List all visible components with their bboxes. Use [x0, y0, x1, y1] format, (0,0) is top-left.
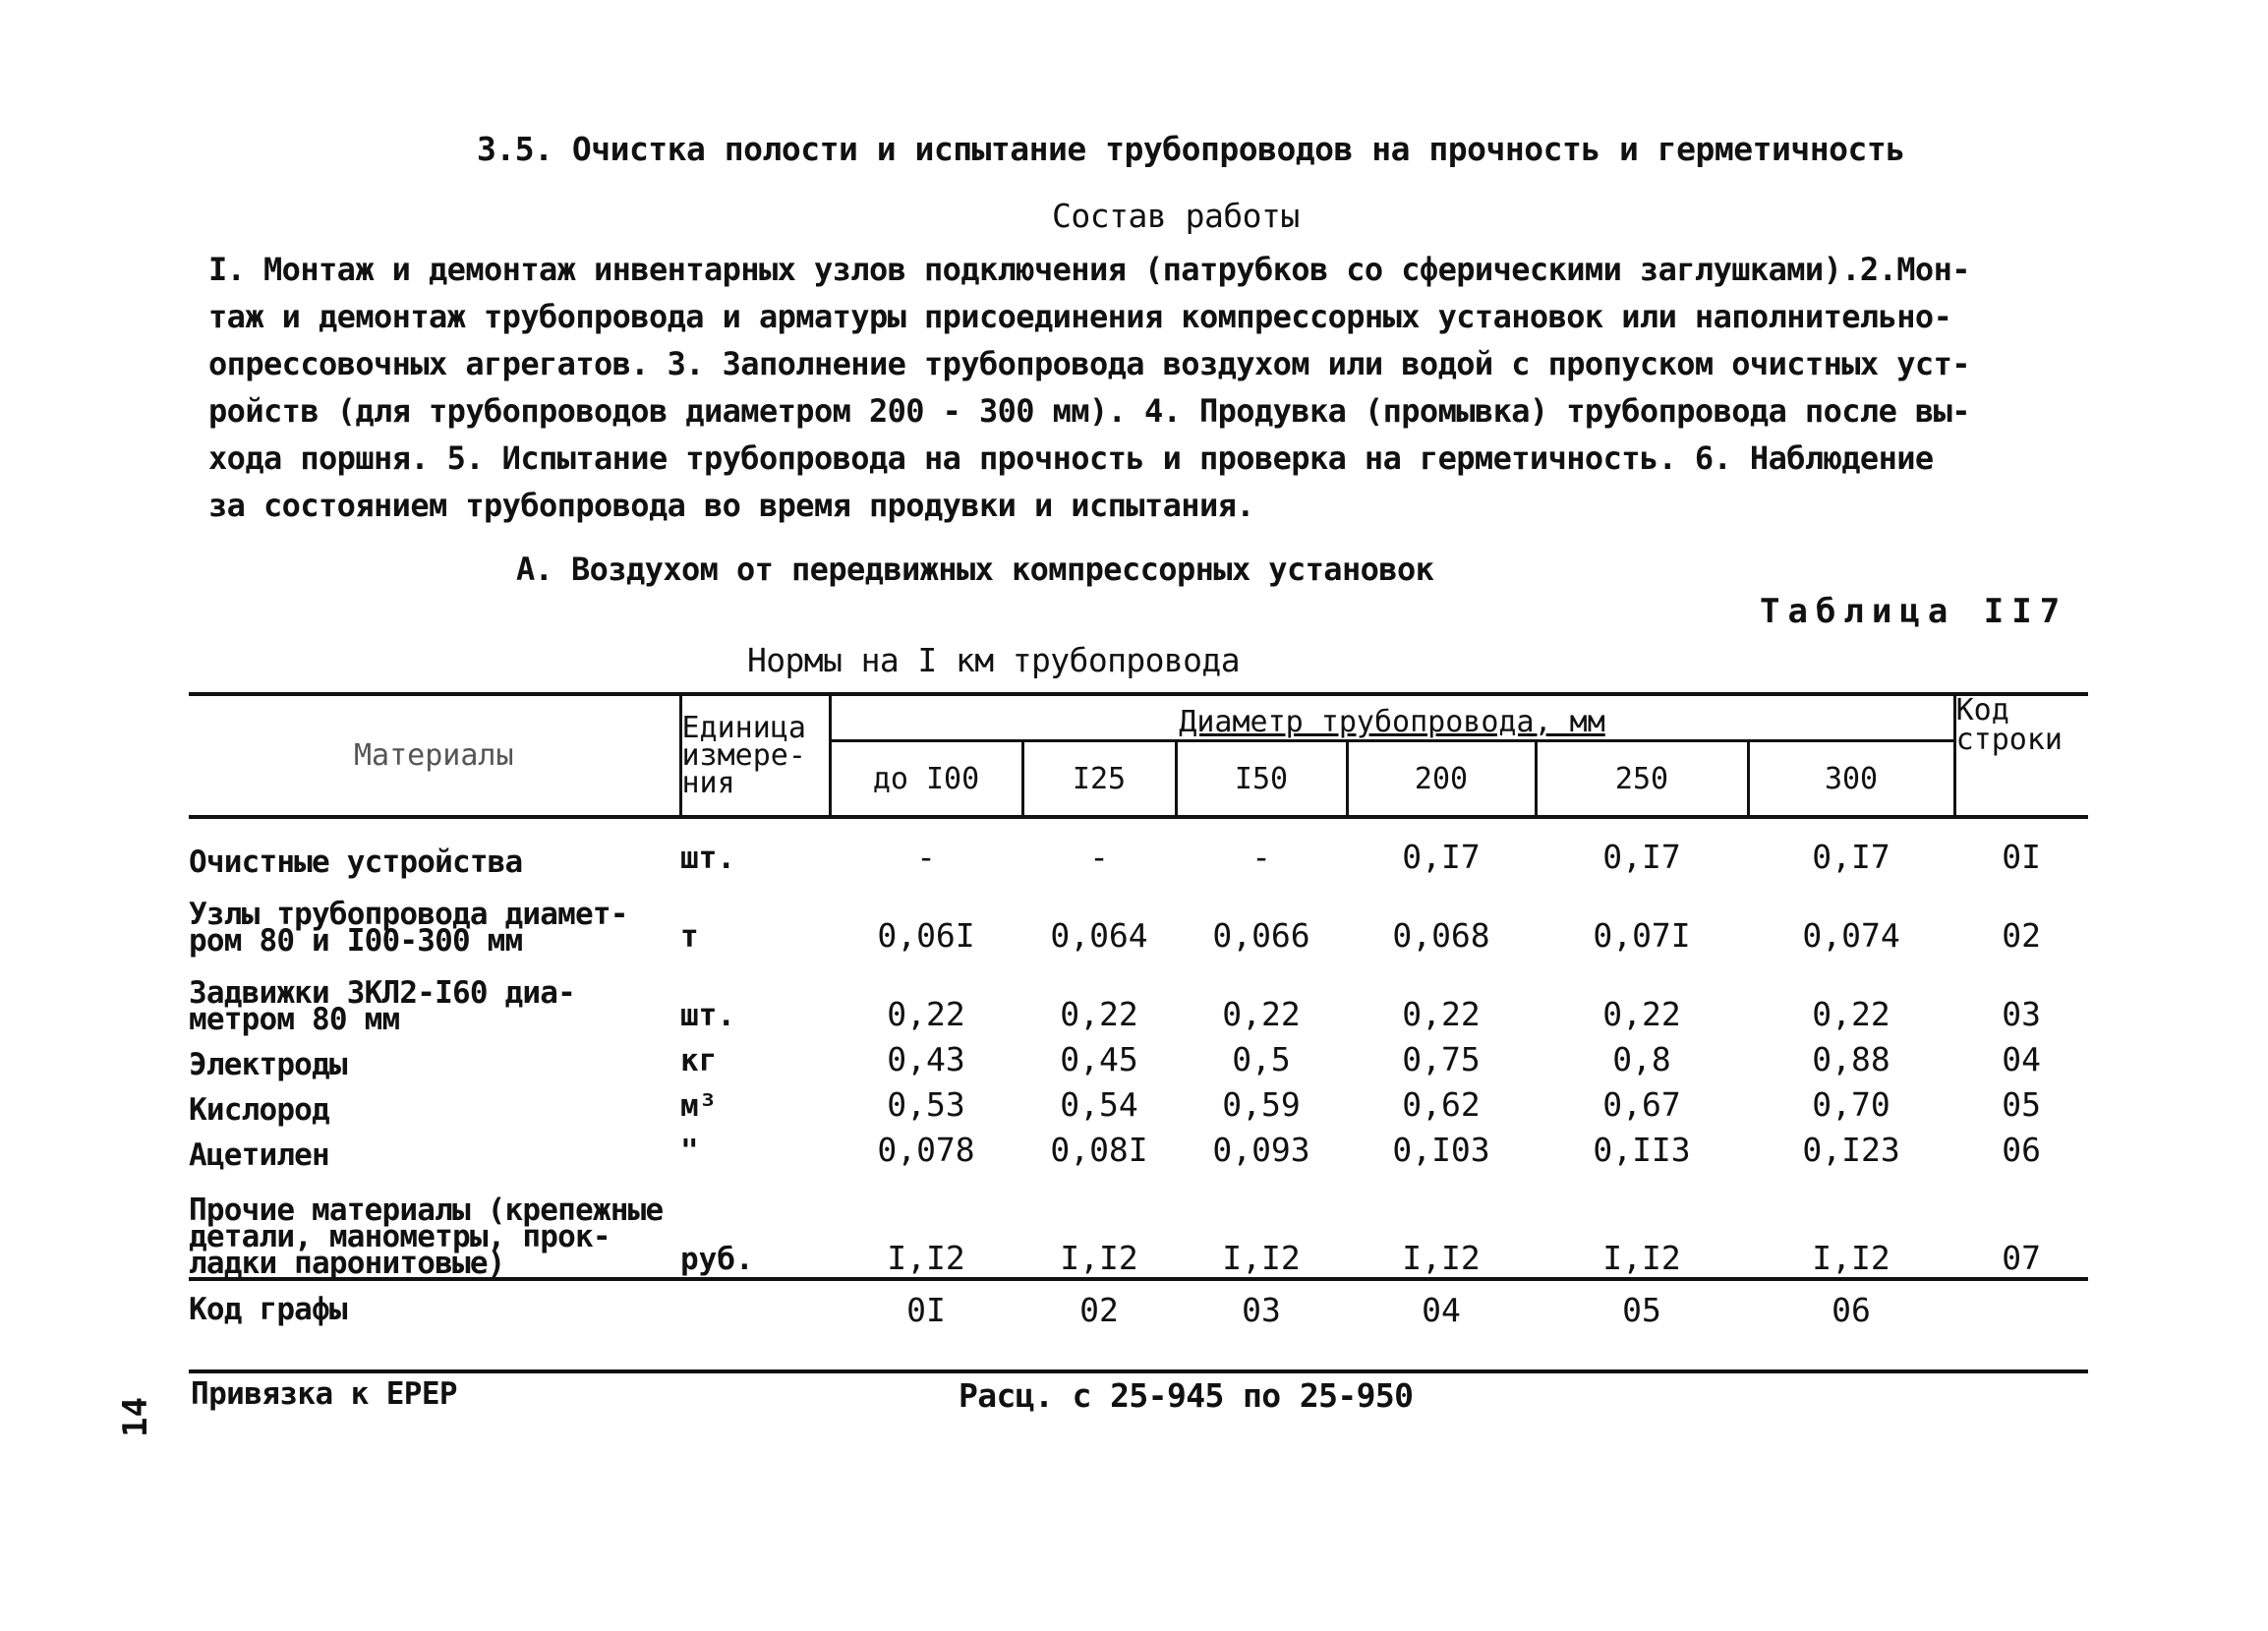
value-cell: 0,064 — [1050, 916, 1148, 955]
table-row — [189, 819, 2088, 876]
value-cell: 0,078 — [877, 1131, 975, 1169]
value-cell: 0,068 — [1392, 916, 1490, 955]
value-cell: 0,08I — [1050, 1131, 1148, 1169]
section-a-title: А. Воздухом от передвижных компрессорных установок — [516, 551, 1434, 588]
value-cell: - — [1089, 838, 1109, 876]
table-bottom-rule — [189, 1369, 2088, 1373]
table-row — [189, 1169, 2088, 1279]
paragraph-line: опрессовочных агрегатов. 3. Заполнение трубопровода воздухом или водой с пропуском очистных уст- — [208, 345, 1970, 382]
value-cell: 0,88 — [1812, 1040, 1890, 1078]
value-cell: 0,066 — [1212, 916, 1310, 955]
paragraph-line: хода поршня. 5. Испытание трубопровода на прочность и проверка на герметичность. 6. Наблюдение — [208, 439, 1934, 477]
value-cell: 0,5 — [1232, 1040, 1291, 1078]
value-cell: 0,I23 — [1802, 1131, 1900, 1169]
table-row — [189, 1033, 2088, 1078]
value-cell: 0,074 — [1802, 916, 1900, 955]
material-line: Узлы трубопровода диамет- — [189, 897, 628, 932]
section-heading: 3.5. Очистка полости и испытание трубопроводов на прочность и герметичность — [477, 130, 1905, 168]
diameter-col-header: 300 — [1748, 741, 1954, 818]
row-code-header — [1954, 694, 2088, 817]
row-code-cell: 0I — [2002, 838, 2041, 876]
material-line: ром 80 и I00-300 мм — [189, 923, 523, 959]
column-code: 03 — [1242, 1290, 1281, 1329]
value-cell: 0,I7 — [1602, 838, 1681, 876]
material-line: Задвижки ЗКЛ2-I60 диа- — [189, 975, 575, 1011]
column-codes-label: Код графы — [189, 1291, 347, 1327]
value-cell: 0,8 — [1612, 1040, 1671, 1078]
material-cell — [189, 1033, 680, 1082]
value-cell: 0,22 — [1222, 995, 1301, 1033]
diameter-header: Диаметр трубопровода, мм — [830, 694, 1954, 741]
material-cell — [189, 876, 680, 959]
row-code-cell: 05 — [2002, 1085, 2041, 1124]
value-cell: 0,07I — [1593, 916, 1691, 955]
unit-cell: шт. — [680, 841, 735, 876]
diameter-col-header: 200 — [1347, 741, 1536, 818]
diameter-col-header: I25 — [1022, 741, 1176, 818]
value-cell: 0,093 — [1212, 1131, 1310, 1169]
work-description — [208, 246, 2057, 529]
value-cell: - — [1251, 838, 1271, 876]
value-cell: 0,22 — [1060, 995, 1138, 1033]
row-code-cell: 07 — [2002, 1239, 2041, 1277]
column-codes-row — [189, 1281, 2088, 1338]
material-line: Очистные устройства — [189, 845, 523, 880]
column-code: 02 — [1079, 1290, 1119, 1329]
value-cell: 0,22 — [887, 995, 965, 1033]
paragraph-line: I. Монтаж и демонтаж инвентарных узлов подключения (патрубков со сферическими заглушками).2.Мон- — [208, 251, 1970, 288]
unit-header-line: Единица — [681, 710, 806, 745]
value-cell: 0,62 — [1402, 1085, 1481, 1124]
value-cell: 0,22 — [1812, 995, 1890, 1033]
materials-header: Материалы — [189, 694, 680, 817]
norms-caption: Нормы на I км трубопровода — [747, 641, 1240, 679]
table-row — [189, 1078, 2088, 1124]
value-cell: 0,II3 — [1593, 1131, 1691, 1169]
value-cell: 0,22 — [1402, 995, 1481, 1033]
unit-header-line: измере- — [681, 737, 806, 773]
material-cell — [189, 1124, 680, 1173]
material-line: Ацетилен — [189, 1137, 329, 1173]
value-cell: 0,I03 — [1392, 1131, 1490, 1169]
ereer-link-label: Привязка к ЕРЕР — [191, 1376, 457, 1412]
table-number: Таблица II7 — [1760, 592, 2068, 631]
unit-cell: кг — [680, 1043, 718, 1078]
norms-table — [189, 692, 2088, 1338]
paragraph-line: таж и демонтаж трубопровода и арматуры присоединения компрессорных установок или наполнительно- — [208, 298, 1952, 335]
value-cell: 0,45 — [1060, 1040, 1138, 1078]
row-code-cell: 06 — [2002, 1131, 2041, 1169]
price-range-label: Расц. с 25-945 по 25-950 — [959, 1376, 1414, 1415]
value-cell: 0,06I — [877, 916, 975, 955]
value-cell: 0,22 — [1602, 995, 1681, 1033]
unit-cell: " — [680, 1134, 699, 1169]
material-line: Электроды — [189, 1047, 347, 1082]
value-cell: I,I2 — [1222, 1239, 1301, 1277]
row-code-cell: 04 — [2002, 1040, 2041, 1078]
unit-header-line: ния — [681, 765, 735, 800]
material-cell — [189, 819, 680, 880]
value-cell: 0,43 — [887, 1040, 965, 1078]
material-cell — [189, 955, 680, 1037]
paragraph-line: ройств (для трубопроводов диаметром 200 - 300 мм). 4. Продувка (промывка) трубопровода после вы- — [208, 392, 1970, 430]
diameter-col-header: до I00 — [830, 741, 1022, 818]
value-cell: I,I2 — [1060, 1239, 1138, 1277]
page-number: 14 — [116, 1397, 155, 1437]
material-cell — [189, 1078, 680, 1128]
table-row — [189, 1124, 2088, 1169]
value-cell: - — [916, 838, 936, 876]
value-cell: I,I2 — [887, 1239, 965, 1277]
unit-cell: т — [680, 919, 699, 955]
column-code: 04 — [1422, 1290, 1461, 1329]
material-line: ладки паронитовые) — [189, 1246, 505, 1281]
material-line: метром 80 мм — [189, 1002, 400, 1037]
diameter-col-header: 250 — [1536, 741, 1748, 818]
work-composition-title: Состав работы — [1052, 197, 1300, 235]
value-cell: 0,I7 — [1812, 838, 1890, 876]
value-cell: 0,53 — [887, 1085, 965, 1124]
value-cell: 0,54 — [1060, 1085, 1138, 1124]
paragraph-line: за состоянием трубопровода во время продувки и испытания. — [208, 487, 1254, 524]
column-code: 0I — [906, 1290, 946, 1329]
value-cell: I,I2 — [1602, 1239, 1681, 1277]
value-cell: 0,75 — [1402, 1040, 1481, 1078]
column-code: 06 — [1832, 1290, 1871, 1329]
column-code: 05 — [1622, 1290, 1661, 1329]
value-cell: 0,70 — [1812, 1085, 1890, 1124]
row-code-cell: 03 — [2002, 995, 2041, 1033]
diameter-col-header: I50 — [1176, 741, 1347, 818]
table-row — [189, 876, 2088, 955]
row-code-cell: 02 — [2002, 916, 2041, 955]
material-line: детали, манометры, прок- — [189, 1219, 611, 1254]
material-cell — [189, 1169, 680, 1279]
material-line: Прочие материалы (крепежные — [189, 1193, 664, 1228]
value-cell: 0,I7 — [1402, 838, 1481, 876]
value-cell: I,I2 — [1812, 1239, 1890, 1277]
row-code-header-line: Код — [1955, 693, 2009, 728]
unit-cell: руб. — [680, 1242, 754, 1277]
unit-header — [680, 694, 830, 817]
row-code-header-line: строки — [1955, 723, 2063, 757]
table-row — [189, 955, 2088, 1033]
unit-cell: шт. — [680, 998, 735, 1033]
value-cell: I,I2 — [1402, 1239, 1481, 1277]
value-cell: 0,67 — [1602, 1085, 1681, 1124]
material-line: Кислород — [189, 1092, 329, 1128]
unit-cell: м³ — [680, 1088, 718, 1124]
value-cell: 0,59 — [1222, 1085, 1301, 1124]
